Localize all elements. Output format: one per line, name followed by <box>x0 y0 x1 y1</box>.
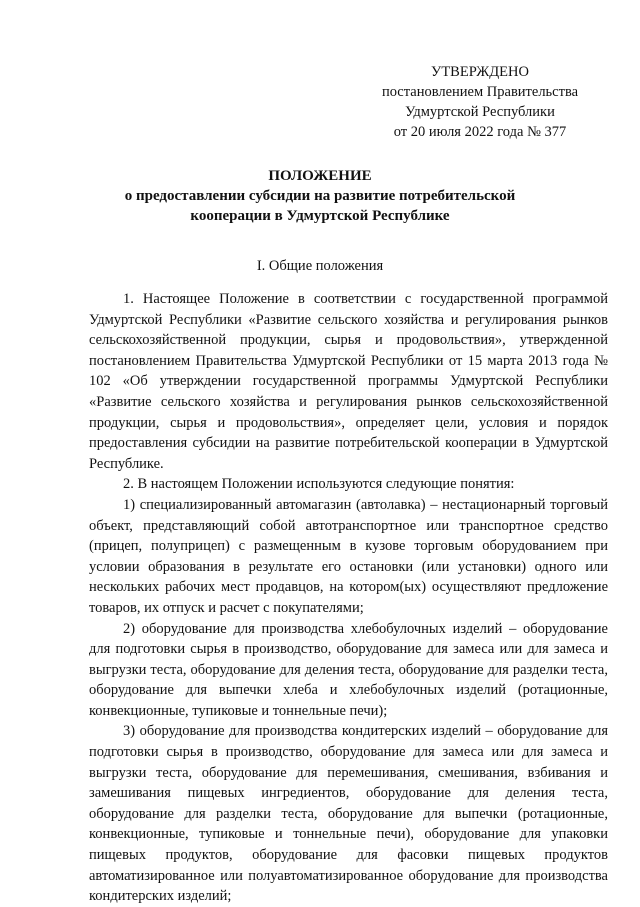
paragraph-4: 2) оборудование для производства хлебобулочных изделий – оборудование для подготовки сырья в производство, оборудование для замеса или для замеса и выгрузки теста, оборудование для деления теста, оборудование для разделки теста, оборудование для выпечки хлеба и хлебобулочных изделий (ротационные, конвекционные, тупиковые и тоннельные печи); <box>89 620 608 719</box>
section-heading: I. Общие положения <box>256 258 384 274</box>
title-line-3: кооперации в Удмуртской Республике <box>190 208 450 224</box>
document-body <box>89 289 608 907</box>
approval-line-approved: УТВЕРЖДЕНО <box>431 64 529 80</box>
title-line-1: ПОЛОЖЕНИЕ <box>268 168 372 184</box>
paragraph-1: 1. Настоящее Положение в соответствии с государственной программой Удмуртской Республики «Развитие сельского хозяйства и регулирования рынков сельскохозяйственной продукции, сырья и продовольствия», утвержденной постановлением Правительства Удмуртской Республики от 15 марта 2013 года № 102 «Об утверждении государственной программы Удмуртской Республики «Развитие сельского хозяйства и регулирования рынков сельскохозяйственной продукции, сырья и продовольствия», определяет цели, условия и порядок предоставления субсидии на развитие потребительской кооперации в Удмуртской Республике. <box>89 291 608 472</box>
approval-stamp <box>360 62 600 142</box>
approval-line-date: от 20 июля 2022 года № 377 <box>393 124 567 140</box>
paragraph-5: 3) оборудование для производства кондитерских изделий – оборудование для подготовки сырья в производство, оборудование для замеса или для замеса и выгрузки теста, оборудование для перемешивания, смешивания, взбивания и замешивания пищевых ингредиентов, оборудование для деления теста, оборудование для разделки теста, оборудование для выпечки (ротационные, конвекционные, тупиковые и тоннельные печи), оборудование для упаковки пищевых продуктов, оборудование для фасовки пищевых продуктов автоматизированное или полуавтоматизированное оборудование для производства кондитерских изделий; <box>89 723 608 905</box>
title-line-2: о предоставлении субсидии на развитие потребительской <box>124 188 516 204</box>
paragraph-2: 2. В настоящем Положении используются следующие понятия: <box>123 476 515 493</box>
approval-line-republic: Удмуртской Республики <box>405 104 555 120</box>
approval-line-resolution: постановлением Правительства <box>381 84 579 100</box>
paragraph-3: 1) специализированный автомагазин (автолавка) – нестационарный торговый объект, представляющий собой автотранспортное или транспортное средство (прицеп, полуприцеп) с размещенным в кузове торговым оборудованием при условии образования в результате его остановки (или установки) одного или нескольких рабочих мест продавцов, на котором(ых) осуществляют предложение товаров, их отпуск и расчет с покупателями; <box>89 496 608 616</box>
document-title <box>80 166 560 226</box>
